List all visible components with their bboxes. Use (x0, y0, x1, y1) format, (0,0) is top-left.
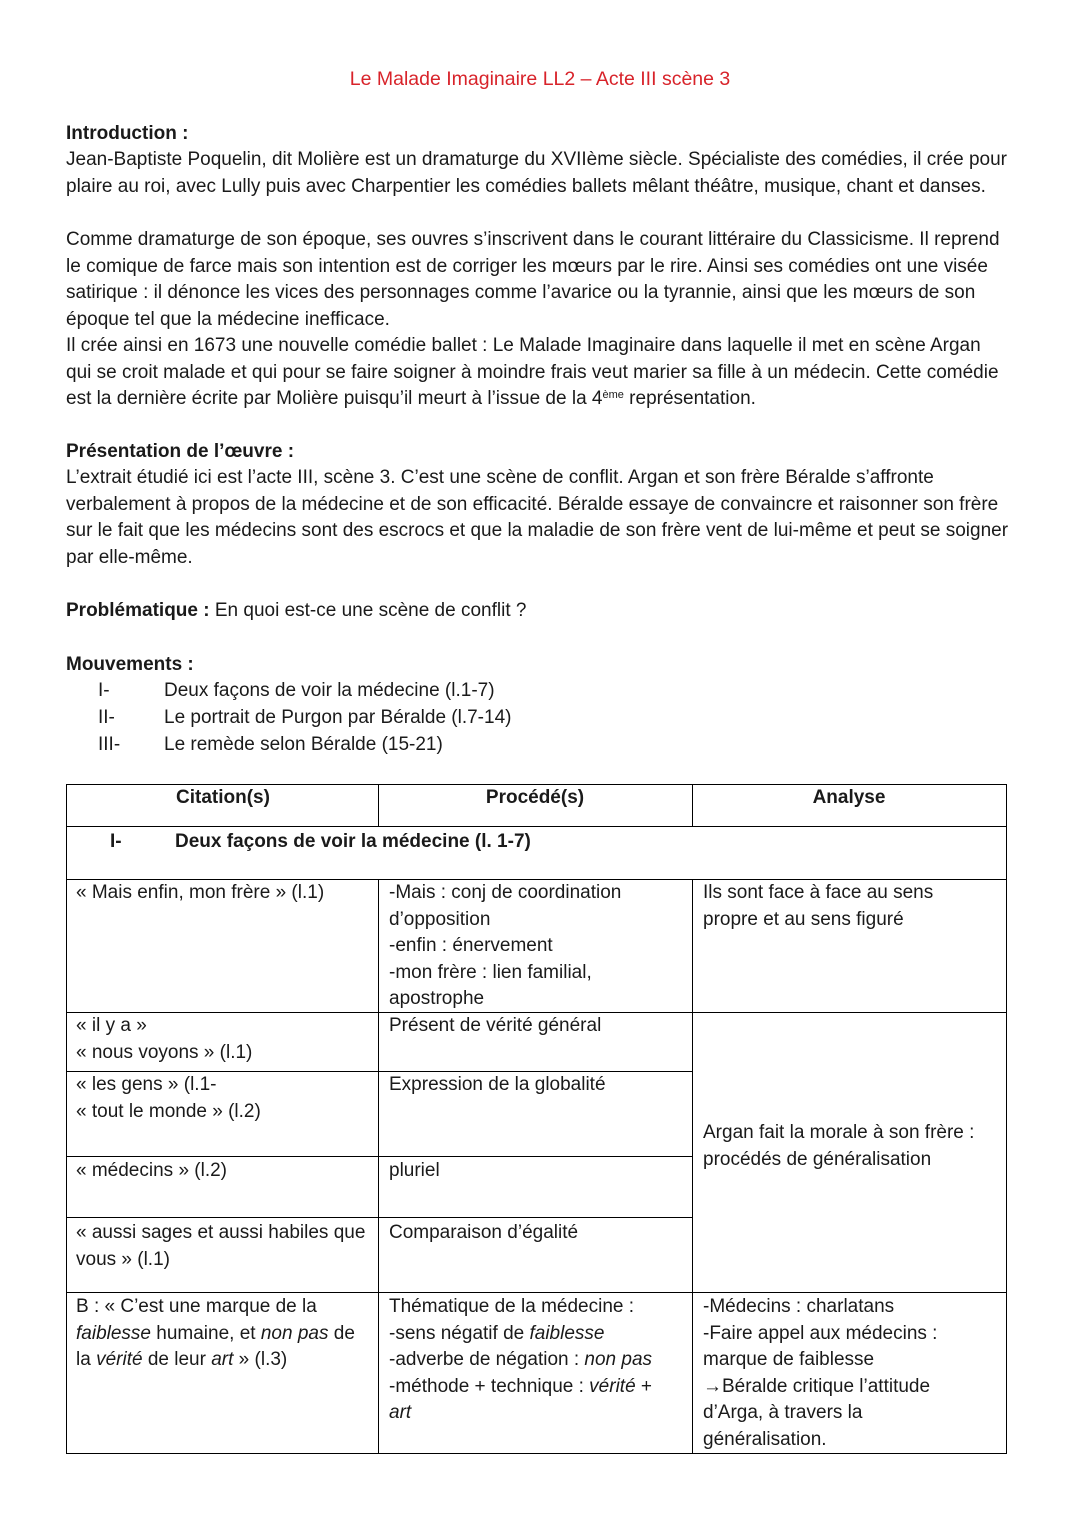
r6-proc-italic: faiblesse (529, 1322, 605, 1344)
r2-citation (76, 1013, 252, 1066)
r4-procede: pluriel (389, 1160, 440, 1181)
intro-p3-text: Il crée ainsi en 1673 une nouvelle comédie ballet : Le Malade Imaginaire dans laquelle il met en scène Argan qui se croit malade et qui pour se faire soigner à moindre frais veut marier sa fille à un médecin. Cette comédie est la dernière écrite par Molière puisqu’il meurt à l’issue de la 4 (66, 335, 999, 409)
mouvement-text: Le remède selon Béralde (15-21) (164, 734, 443, 755)
presentation-heading: Présentation de l’œuvre : (66, 441, 295, 462)
r6-analyse-line: -Médecins : charlatans (703, 1296, 895, 1317)
r3-citation (76, 1072, 261, 1125)
r5-citation (76, 1220, 365, 1273)
r6-citation-line (76, 1321, 355, 1348)
merged-analyse-line: Argan fait la morale à son frère : (703, 1122, 975, 1143)
document-title: Le Malade Imaginaire LL2 – Acte III scène 3 (349, 68, 731, 90)
r1-analyse (703, 880, 933, 933)
mouvement-num: III- (98, 734, 121, 755)
r2-procede: Présent de vérité général (389, 1015, 602, 1036)
problematique-text: En quoi est-ce une scène de conflit ? (209, 600, 527, 621)
r6-cit-text: B : « C’est une marque de la (76, 1296, 317, 1317)
r5-procede: Comparaison d’égalité (389, 1222, 579, 1243)
header-citations: Citation(s) (176, 787, 270, 808)
section-num: I- (110, 831, 122, 852)
r6-proc-italic: vérité (589, 1375, 636, 1397)
r1-procede-line: apostrophe (389, 988, 485, 1009)
r1-procede-line: -enfin : énervement (389, 935, 553, 956)
r2-citation-line: « il y a » (76, 1015, 147, 1036)
r2-citation-line: « nous voyons » (l.1) (76, 1041, 253, 1063)
r1-procede-line: -mon frère : lien familial, (389, 961, 592, 983)
r3-citation-line: « les gens » (l.1- (76, 1074, 217, 1095)
analysis-table (66, 784, 1007, 1454)
r6-analyse-line: marque de faiblesse (703, 1349, 875, 1370)
r6-proc-text: -adverbe de négation : (389, 1349, 585, 1370)
r5-citation-line: « aussi sages et aussi habiles que (76, 1222, 366, 1243)
r6-cit-italic: faiblesse (76, 1322, 151, 1344)
r6-analyse-line: généralisation. (703, 1428, 827, 1450)
mouvement-text: Deux façons de voir la médecine (l.1-7) (164, 680, 495, 701)
r6-citation-line (76, 1347, 355, 1374)
r6-procede-line (389, 1347, 652, 1374)
r1-analyse-line: Ils sont face à face au sens (703, 882, 934, 903)
mouvement-num: II- (98, 707, 115, 728)
r6-cit-text: » (l.3) (233, 1349, 288, 1370)
intro-paragraph-3 (66, 333, 1011, 413)
r6-proc-text: -sens négatif de (389, 1322, 530, 1344)
r6-cit-italic: vérité (96, 1349, 143, 1370)
r6-proc-text: + (635, 1375, 653, 1397)
header-analyse: Analyse (812, 787, 886, 808)
r1-procede-line: -Mais : conj de coordination (389, 882, 622, 903)
problematique (66, 598, 1011, 625)
r6-proc-italic: art (389, 1402, 412, 1423)
mouvements-heading: Mouvements : (66, 654, 194, 675)
merged-analyse (703, 1120, 974, 1173)
r6-cit-italic: art (211, 1349, 234, 1370)
r6-cit-text: humaine, et (151, 1322, 261, 1344)
mouvement-num: I- (98, 680, 110, 701)
r6-proc-text: -méthode + technique : (389, 1375, 590, 1397)
merged-analyse-line: procédés de généralisation (703, 1148, 932, 1170)
r6-procede-line (389, 1400, 652, 1427)
r6-analyse-line: →Béralde critique l’attitude (703, 1375, 931, 1397)
r6-cit-text: la (76, 1349, 97, 1370)
r6-citation-line (76, 1294, 355, 1321)
r3-procede: Expression de la globalité (389, 1074, 606, 1095)
r6-proc-italic: non pas (584, 1349, 653, 1370)
mouvement-text: Le portrait de Purgon par Béralde (l.7-14) (164, 707, 512, 728)
intro-heading: Introduction : (66, 123, 189, 144)
r1-procede (389, 880, 621, 1013)
section-title: Deux façons de voir la médecine (l. 1-7) (175, 831, 531, 852)
r6-procede-line: Thématique de la médecine : (389, 1296, 635, 1317)
presentation-text: L’extrait étudié ici est l’acte III, scène 3. C’est une scène de conflit. Argan et son frère Béralde s’affronte verbalement à propos de la médecine et de son efficacité. Béralde essaye de convaincre et raisonner son frère sur le fait que les médecins sont des escrocs et que la maladie de son frère vent de lui-même et peut se soigner par elle-même. (66, 467, 1009, 568)
r6-analyse-line: -Faire appel aux médecins : (703, 1322, 938, 1344)
r6-analyse-line: d’Arga, à travers la (703, 1402, 863, 1423)
intro-p3-end: représentation. (623, 388, 756, 409)
r4-citation: « médecins » (l.2) (76, 1160, 228, 1181)
intro-paragraph-2: Comme dramaturge de son époque, ses ouvres s’inscrivent dans le courant littéraire du Classicisme. Il reprend le comique de farce mais son intention est de corriger les mœurs par le rire. Ainsi ses comédies ont une visée satirique : il dénonce les vices des personnages comme l’avarice ou la tyrannie, ainsi que les mœurs de son époque tel que la médecine inefficace. (66, 229, 1000, 330)
intro-paragraph-1: Jean-Baptiste Poquelin, dit Molière est un dramaturge du XVIIème siècle. Spécialiste des comédies, il crée pour plaire au roi, avec Lully puis avec Charpentier les comédies ballets mêlant théâtre, musique, chant et danses. (66, 149, 1007, 197)
r6-procede (389, 1294, 652, 1427)
r6-cit-text: de leur (142, 1349, 212, 1370)
header-procedes: Procédé(s) (485, 787, 585, 808)
r6-analyse (703, 1294, 937, 1453)
intro-p3-sup: ème (602, 389, 624, 401)
r6-procede-line (389, 1321, 652, 1348)
problematique-label: Problématique : (66, 600, 210, 621)
r6-cit-italic: non pas (260, 1322, 329, 1344)
r1-procede-line: d’opposition (389, 908, 491, 930)
r6-procede-line (389, 1374, 652, 1401)
r5-citation-line: vous » (l.1) (76, 1248, 170, 1270)
r3-citation-line: « tout le monde » (l.2) (76, 1100, 261, 1122)
r1-citation: « Mais enfin, mon frère » (l.1) (76, 882, 325, 903)
r1-analyse-line: propre et au sens figuré (703, 908, 904, 930)
r6-citation (76, 1294, 355, 1374)
r6-cit-text: de (328, 1322, 355, 1344)
